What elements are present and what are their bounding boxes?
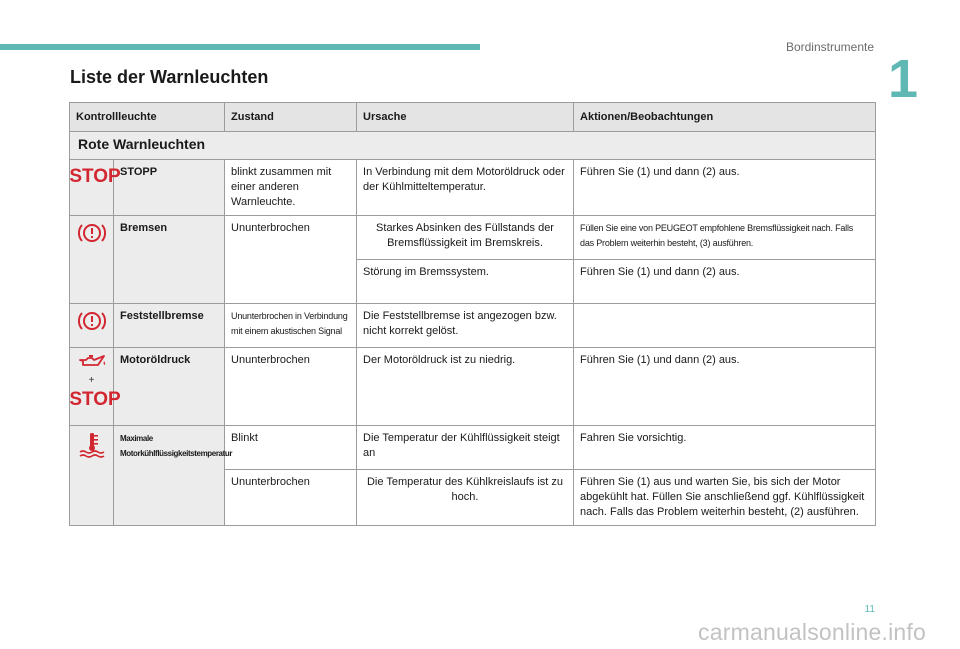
action-cell: Füllen Sie eine von PEUGEOT empfohlene Bremsflüssigkeit nach. Falls das Problem weiterhin besteht, (3) ausführen. (574, 216, 876, 260)
table-row (70, 304, 876, 348)
section-name: Bordinstrumente (785, 40, 874, 54)
lamp-name: Bremsen (114, 216, 225, 304)
cause-cell: In Verbindung mit dem Motoröldruck oder der Kühlmitteltemperatur. (357, 160, 574, 216)
table-header-row (70, 103, 876, 132)
column-header: Aktionen/Beobachtungen (574, 103, 876, 132)
action-cell: Führen Sie (1) und dann (2) aus. (574, 260, 876, 304)
lamp-name: Feststellbremse (114, 304, 225, 348)
brake-warning-icon (70, 216, 114, 304)
svg-text:STOP: STOP (69, 166, 121, 187)
action-cell: Führen Sie (1) und dann (2) aus. (574, 348, 876, 426)
action-cell: Führen Sie (1) aus und warten Sie, bis sich der Motor abgekühlt hat. Füllen Sie anschließend ggf. Kühlflüssigkeit nach. Falls das Problem weiterhin besteht, (2) ausführen. (574, 470, 876, 526)
column-header: Kontrollleuchte (70, 103, 225, 132)
action-cell: Fahren Sie vorsichtig. (574, 426, 876, 470)
state-cell: Ununterbrochen (225, 470, 357, 526)
action-cell (574, 304, 876, 348)
warning-lights-table (69, 102, 876, 526)
stop-icon (69, 388, 121, 410)
lamp-name: Maximale Motorkühlflüssigkeitstemperatur (114, 426, 225, 526)
cause-cell: Der Motoröldruck ist zu niedrig. (357, 348, 574, 426)
parking-brake-icon (70, 304, 114, 348)
state-cell: blinkt zusammen mit einer anderen Warnleuchte. (225, 160, 357, 216)
header-accent-bar (0, 44, 480, 50)
cause-cell: Starkes Absinken des Füllstands der Bremsflüssigkeit im Bremskreis. (357, 216, 574, 260)
page-number: 11 (864, 604, 875, 615)
lamp-name: Motoröldruck (114, 348, 225, 426)
svg-text:STOP: STOP (69, 389, 121, 410)
cause-cell: Die Temperatur des Kühlkreislaufs ist zu hoch. (357, 470, 574, 526)
column-header: Ursache (357, 103, 574, 132)
state-cell: Ununterbrochen in Verbindung mit einem akustischen Signal (225, 304, 357, 348)
chapter-number: 1 (887, 49, 918, 109)
cause-cell: Störung im Bremssystem. (357, 260, 574, 304)
watermark: carmanualsonline.info (698, 619, 926, 645)
state-cell: Ununterbrochen (225, 348, 357, 426)
oil-pressure-icon (69, 348, 121, 426)
table-row (70, 216, 876, 260)
lamp-name: STOPP (114, 160, 225, 216)
coolant-temperature-icon (70, 426, 114, 526)
cause-cell: Die Temperatur der Kühlflüssigkeit steigt an (357, 426, 574, 470)
table-row (70, 426, 876, 470)
action-cell: Führen Sie (1) und dann (2) aus. (574, 160, 876, 216)
table-row (70, 160, 876, 216)
table-row (70, 348, 876, 426)
group-row (70, 132, 876, 160)
group-title: Rote Warnleuchten (70, 132, 876, 160)
page-title: Liste der Warnleuchten (70, 67, 269, 87)
state-cell: Ununterbrochen (225, 216, 357, 304)
column-header: Zustand (225, 103, 357, 132)
plus-sign: + (88, 375, 95, 386)
stop-icon (69, 160, 121, 216)
cause-cell: Die Feststellbremse ist angezogen bzw. nicht korrekt gelöst. (357, 304, 574, 348)
state-cell: Blinkt (225, 426, 357, 470)
